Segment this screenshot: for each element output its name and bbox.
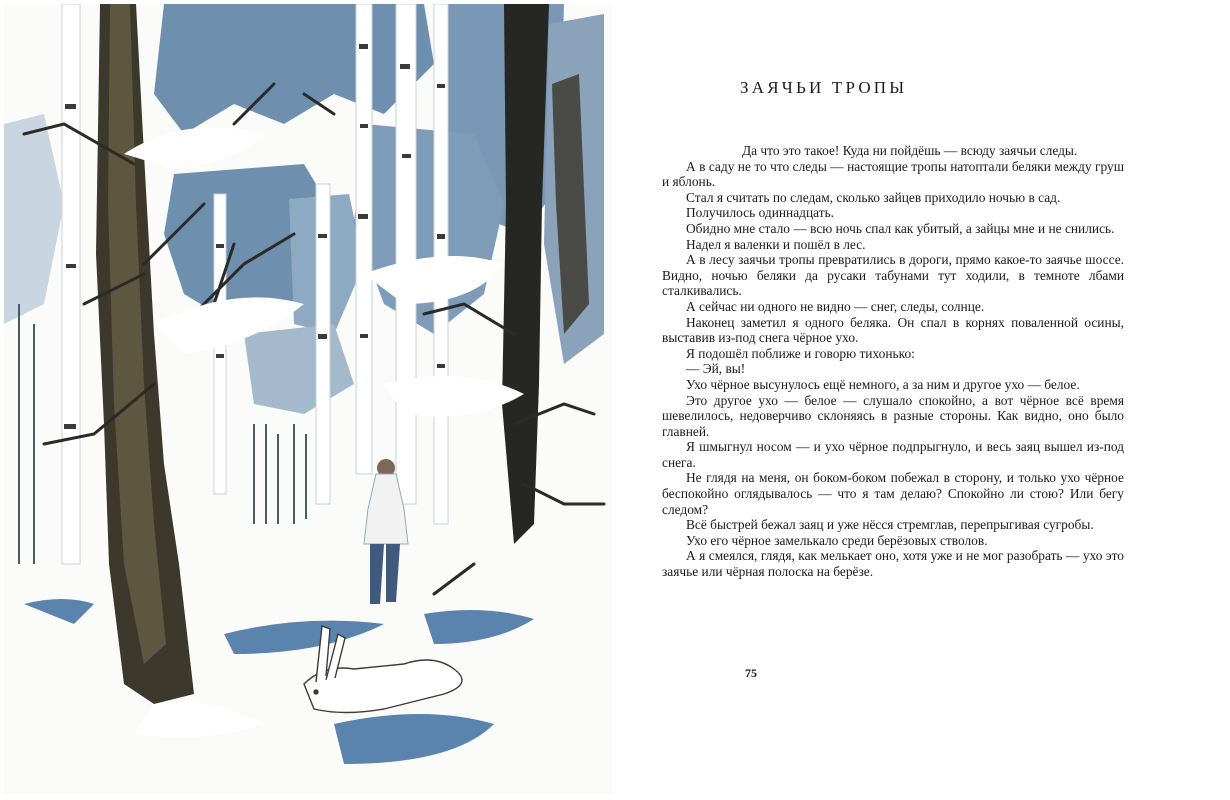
- paragraph: А я смеялся, глядя, как мелькает оно, хотя уже и не мог разобрать — ухо это заячье или чёрная полоска на берёзе.: [662, 548, 1124, 580]
- page-number: 75: [745, 666, 757, 680]
- paragraph: А сейчас ни одного не видно — снег, следы, солнце.: [686, 298, 985, 314]
- paragraph: — Эй, вы!: [686, 361, 746, 377]
- paragraph: А в саду не то что следы — настоящие тропы натоптали беляки между груш и яблонь.: [662, 158, 1124, 190]
- text-page: [650, 0, 1130, 800]
- illustration-drawing: [4, 4, 612, 794]
- paragraph: Наконец заметил я одного беляка. Он спал в корнях поваленной осины, выставив из-под снега чёрное ухо.: [662, 314, 1124, 346]
- paragraph: Да что это такое! Куда ни пойдёшь — всюду заячьи следы.: [742, 143, 1078, 158]
- chapter-title: ЗАЯЧЬИ ТРОПЫ: [740, 78, 908, 97]
- paragraph: Это другое ухо — белое — слушало спокойно, а вот чёрное всё время шевелилось, недоверчиво склоняясь в разные стороны. Как видно, оно было главней.: [662, 392, 1124, 439]
- paragraph: Стал я считать по следам, сколько зайцев приходило ночью в сад.: [686, 189, 1061, 205]
- dark-trunk-right: [502, 4, 549, 544]
- paragraph: Не глядя на меня, он боком-боком побежал в сторону, и только ухо чёрное беспокойно оглядывалось — что я там делаю? Спокойно ли стою? Или бегу следом?: [662, 470, 1124, 517]
- paragraph: Я шмыгнул носом — и ухо чёрное подпрыгнуло, и весь заяц вышел из-под снега.: [662, 439, 1124, 470]
- paragraph: А в лесу заячьи тропы превратились в дороги, прямо какое-то заячье шоссе. Видно, ночью беляки да русаки табунами тут ходили, в темноте лбами сталкивались.: [662, 252, 1124, 299]
- paragraph: Всё быстрей бежал заяц и уже нёсся стремглав, перепрыгивая сугробы.: [686, 517, 1094, 533]
- snowbank: [134, 702, 264, 738]
- story-body: [662, 143, 1124, 580]
- paragraph: Ухо чёрное высунулось ещё немного, а за ним и другое ухо — белое.: [686, 376, 1080, 392]
- paragraph: Получилось одиннадцать.: [686, 205, 835, 221]
- paragraph: Обидно мне стало — всю ночь спал как убитый, а зайцы мне и не снились.: [686, 220, 1115, 236]
- paragraph: Я подошёл поближе и говорю тихонько:: [686, 345, 915, 361]
- paragraph: Ухо его чёрное замелькало среди берёзовых стволов.: [686, 532, 988, 548]
- paragraph: Надел я валенки и пошёл в лес.: [686, 236, 866, 252]
- winter-forest-illustration: [4, 4, 612, 794]
